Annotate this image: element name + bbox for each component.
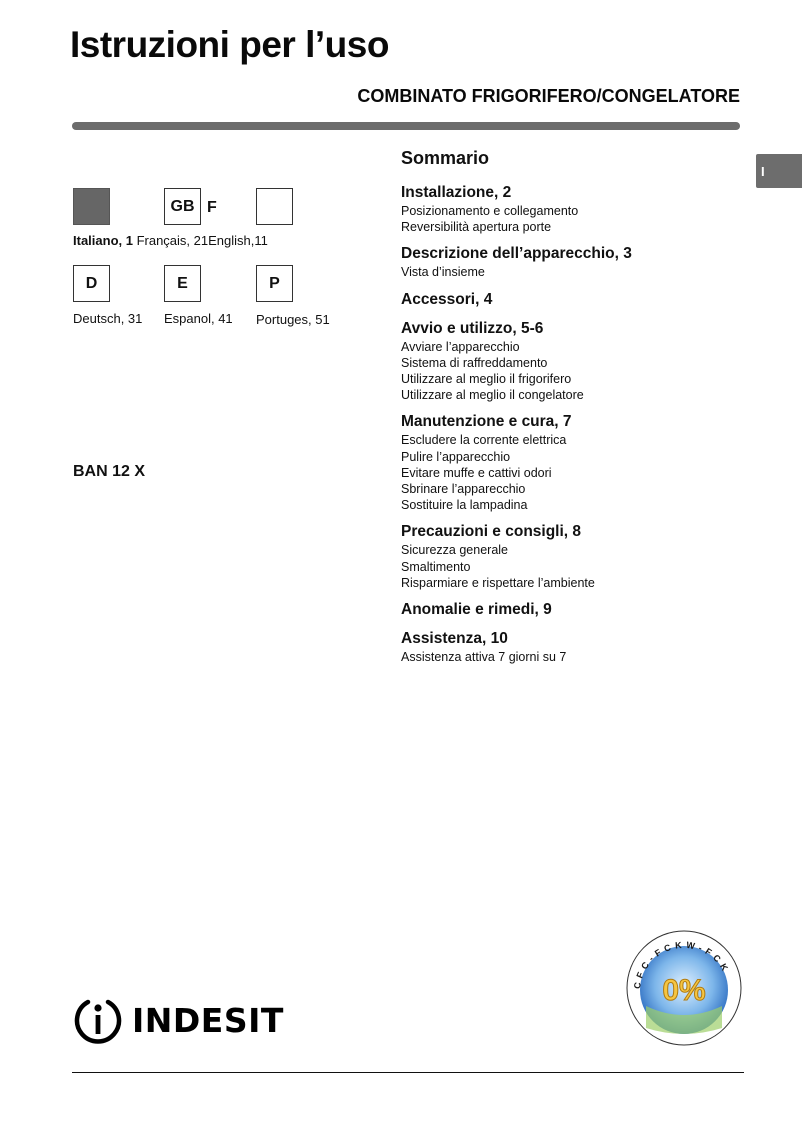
toc-section-title: Descrizione dell’apparecchio, 3 — [401, 245, 632, 263]
model-number: BAN 12 X — [73, 463, 146, 480]
toc-item: Utilizzare al meglio il frigorifero — [401, 372, 572, 387]
language-box-e: E — [164, 265, 201, 302]
toc-section — [401, 290, 761, 310]
toc-item: Sbrinare l’apparecchio — [401, 482, 526, 497]
brand-name: INDESIT — [132, 1000, 284, 1040]
toc-section — [401, 600, 761, 620]
toc-item: Smaltimento — [401, 559, 471, 574]
language-label-francais: Français, 21 — [132, 233, 209, 248]
footer-divider — [72, 1072, 744, 1073]
toc-item: Posizionamento e collegamento — [401, 204, 579, 218]
language-letter-f: F — [207, 199, 217, 216]
toc-item: Avviare l’apparecchio — [401, 339, 520, 354]
table-of-contents — [401, 148, 761, 674]
language-label-deutsch: Deutsch, 31 — [73, 311, 143, 326]
toc-heading: Sommario — [401, 148, 490, 168]
toc-section-title: Anomalie e rimedi, 9 — [401, 601, 552, 619]
brand-logo — [72, 994, 284, 1046]
cfc-free-badge-icon — [624, 928, 744, 1046]
header-divider — [72, 122, 740, 130]
language-side-tab: I — [756, 154, 802, 188]
brand-mark-icon — [72, 994, 124, 1046]
toc-item: Sostituire la lampadina — [401, 498, 528, 513]
toc-item: Reversibilità apertura porte — [401, 220, 552, 235]
language-label-espanol: Espanol, 41 — [164, 311, 233, 326]
badge-ring-text: CFC-FCKW-FCK — [631, 939, 732, 990]
language-label-portuges: Portuges, 51 — [256, 312, 330, 327]
toc-section — [401, 319, 761, 404]
toc-item: Escludere la corrente elettrica — [401, 433, 567, 448]
language-label-italiano: Italiano, 1 — [73, 233, 133, 248]
toc-item: Sistema di raffreddamento — [401, 355, 548, 370]
product-type: COMBINATO FRIGORIFERO/CONGELATORE — [357, 86, 740, 106]
document-title: Istruzioni per l’uso — [70, 24, 389, 65]
toc-item: Evitare muffe e cattivi odori — [401, 465, 552, 480]
toc-item: Sicurezza generale — [401, 543, 509, 558]
toc-section — [401, 412, 761, 513]
toc-item: Assistenza attiva 7 giorni su 7 — [401, 650, 567, 665]
toc-section-title: Accessori, 4 — [401, 290, 493, 308]
toc-section — [401, 244, 761, 280]
toc-section-title: Manutenzione e cura, 7 — [401, 413, 572, 431]
language-box-english — [256, 188, 293, 225]
language-label-row1 — [73, 233, 268, 248]
toc-item: Pulire l’apparecchio — [401, 449, 511, 464]
toc-section-title: Avvio e utilizzo, 5-6 — [401, 319, 544, 337]
language-box-p: P — [256, 265, 293, 302]
language-box-d: D — [73, 265, 110, 302]
toc-section-title: Installazione, 2 — [401, 184, 512, 201]
toc-section — [401, 183, 761, 235]
toc-section-title: Precauzioni e consigli, 8 — [401, 523, 582, 541]
toc-section — [401, 629, 761, 665]
toc-item: Risparmiare e rispettare l’ambiente — [401, 575, 595, 590]
language-label-english: English,11 — [208, 233, 268, 248]
language-box-gb: GB — [164, 188, 201, 225]
toc-item: Vista d’insieme — [401, 265, 485, 280]
toc-section-title: Assistenza, 10 — [401, 630, 508, 648]
badge-value: 0% — [662, 974, 706, 1007]
toc-section — [401, 522, 761, 591]
toc-item: Utilizzare al meglio il congelatore — [401, 388, 584, 403]
language-box-italiano — [73, 188, 110, 225]
